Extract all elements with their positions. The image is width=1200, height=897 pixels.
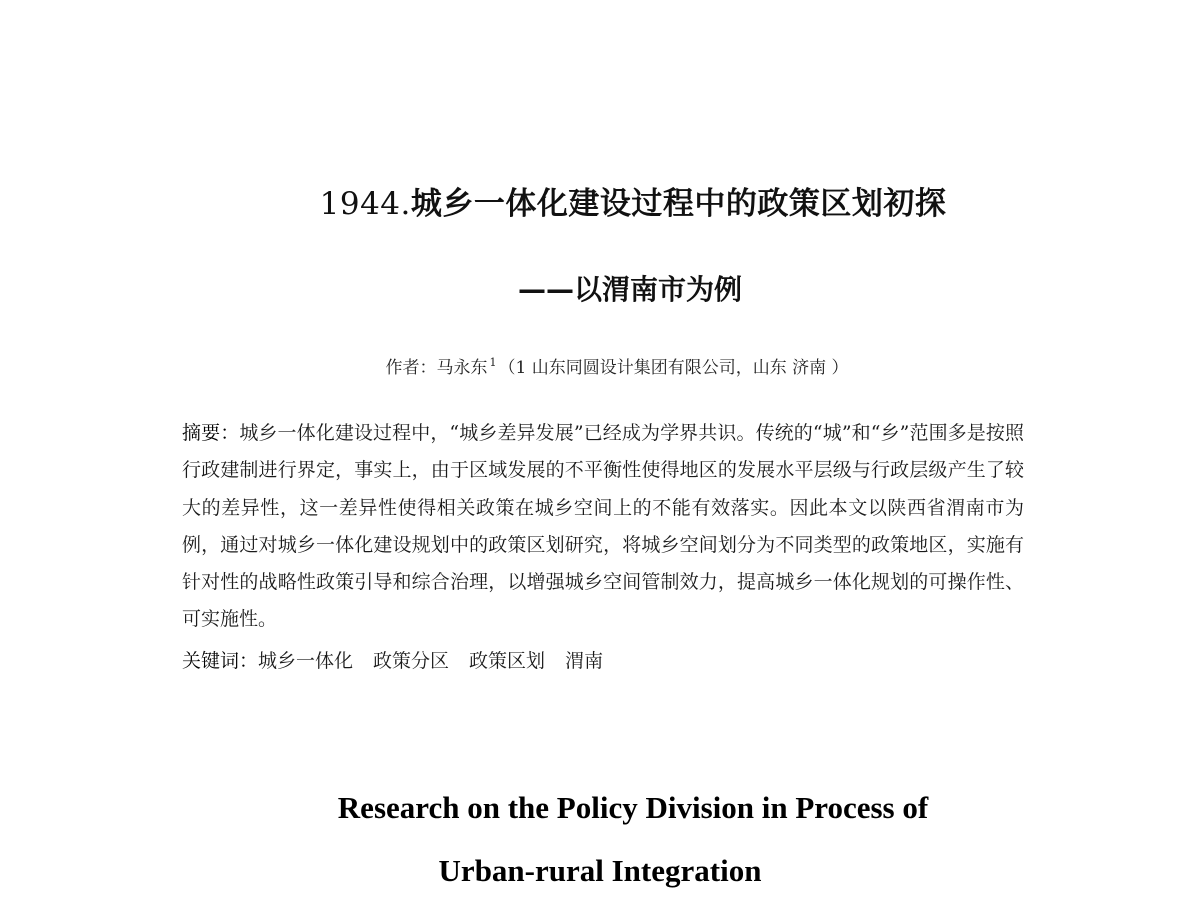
abstract-label: 摘要：: [182, 422, 240, 444]
author-line: [0, 353, 1200, 378]
paper-number: 1944.: [319, 186, 411, 222]
keyword-item: 城乡一体化: [258, 650, 354, 672]
abstract-block: [182, 415, 1024, 639]
author-affiliation: （1 山东同圆设计集团有限公司，山东 济南 ）: [498, 358, 849, 378]
abstract-text: 城乡一体化建设过程中，“城乡差异发展”已经成为学界共识。传统的“城”和“乡”范围多是按照行政建制进行界定，事实上，由于区域发展的不平衡性使得地区的发展水平层级与行政层级产生了较大的差异性，这一差异性使得相关政策在城乡空间上的不能有效落实。因此本文以陕西省渭南市为例，通过对城乡一体化建设规划中的政策区划研究，将城乡空间划分为不同类型的政策地区，实施有针对性的战略性政策引导和综合治理，以增强城乡空间管制效力，提高城乡一体化规划的可操作性、可实施性。: [182, 422, 1024, 631]
keywords-label: 关键词：: [182, 650, 259, 672]
author-name: 作者：马永东: [385, 358, 488, 378]
keyword-item: 政策分区: [373, 650, 450, 672]
paper-subtitle: ——以渭南市为例: [517, 273, 742, 306]
keyword-item: 政策区划: [469, 650, 546, 672]
author-affiliation-mark: 1: [489, 356, 497, 369]
paper-title: [0, 178, 1200, 223]
keywords-line: [182, 643, 623, 680]
paper-title-text: 城乡一体化建设过程中的政策区划初探: [410, 186, 947, 222]
keyword-item: 渭南: [565, 650, 604, 672]
english-title-line-1: Research on the Policy Division in Process of: [337, 790, 929, 825]
english-title-line-2: Urban-rural Integration: [438, 853, 762, 888]
